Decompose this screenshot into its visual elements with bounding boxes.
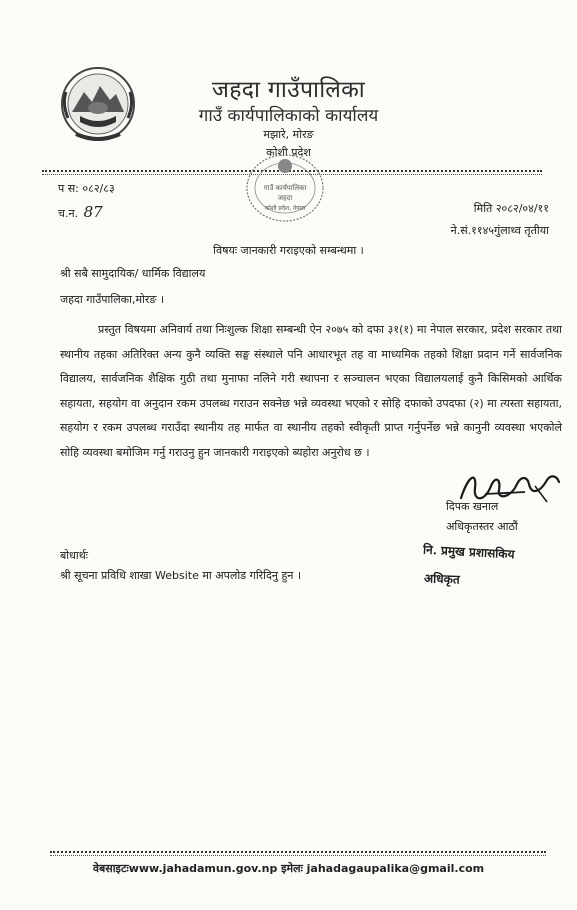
org-province: कोशी प्रदेश	[266, 146, 311, 159]
org-title: जहदा गाउँपालिका	[211, 77, 366, 103]
letter-body: प्रस्तुत विषयमा अनिवार्य तथा निःशुल्क शिक्षा सम्बन्धी ऐन २०७५ को दफा ३१(१) मा नेपाल सरकार, प्रदेश सरकार तथा स्थानीय तहका अतिरिक्त अन्य कुनै व्यक्ति सङ्घ संस्थाले पनि आधारभूत तह वा माध्यमिक तहको शिक्षा प्रदान गर्ने सार्वजनिक विद्यालय, सार्वजनिक शैक्षिक गुठी तथा मुनाफा नलिने गरी स्थापना र सञ्चालन भएका विद्यालयलाई कुनै किसिमको आर्थिक सहायता, सहयोग वा अनुदान रकम उपलब्ध गराउन सक्नेछ भन्ने व्यवस्था भएको र सोहि दफाको उपदफा (२) मा त्यस्ता सहायता, सहयोग र रकम उपलब्ध गराउँदा स्थानीय तह मार्फत वा स्थानीय तहको स्वीकृती प्राप्त गर्नुपर्नेछ भन्ने कानुनी व्यवस्था भएकोले सोहि व्यवस्था बमोजिम गर्नु गराउनु हुन जानकारी गराइएको ब्यहोरा अनुरोध छ ।	[60, 323, 562, 459]
cc-item: श्री सूचना प्रविधि शाखा Website मा अपलोड गरिदिनु हुन ।	[60, 569, 302, 582]
designation-stamp-line-2: अधिकृत	[423, 571, 460, 587]
ps-reference: प स: ०८२/८३	[58, 182, 115, 195]
signatory-name: दिपक खनाल	[446, 500, 499, 513]
cn-label: च.न.	[58, 207, 79, 220]
seal-line-3: कोशी प्रदेश, नेपाल	[264, 205, 306, 212]
seal-line-1: गाउँ कार्यपालिका	[263, 184, 307, 192]
org-subtitle: गाउँ कार्यपालिकाको कार्यालय	[198, 106, 379, 126]
office-seal-icon	[244, 152, 326, 224]
designation-stamp-line-1: नि. प्रमुख प्रशासकिय	[422, 542, 515, 562]
cn-value: 87	[83, 203, 103, 221]
date-nepal-samvat: ने.सं.११४५गुंलाथ्व तृतीया	[450, 224, 549, 237]
recipient-line-2: जहदा गाउँपालिका,मोरङ ।	[60, 293, 165, 306]
date-miti: मिति २०८२/०४/११	[473, 202, 549, 215]
footer-contact: वेबसाइटःwww.jahadamun.gov.np इमेलः jahadagaupalika@gmail.com	[92, 862, 485, 875]
cc-label: बोधार्थः	[60, 549, 88, 562]
recipient-line-1: श्री सबै सामुदायिक/ धार्मिक विद्यालय	[60, 267, 206, 280]
signatory-title: अधिकृतस्तर आठौं	[446, 520, 518, 533]
seal-line-2: जहदा	[277, 194, 293, 202]
footer-divider-secondary	[50, 855, 546, 856]
letter-subject: विषयः जानकारी गराइएको सम्बन्धमा ।	[213, 244, 364, 257]
cn-reference	[58, 203, 103, 221]
footer-divider	[50, 851, 546, 853]
org-address: मझारे, मोरङ	[263, 128, 314, 141]
